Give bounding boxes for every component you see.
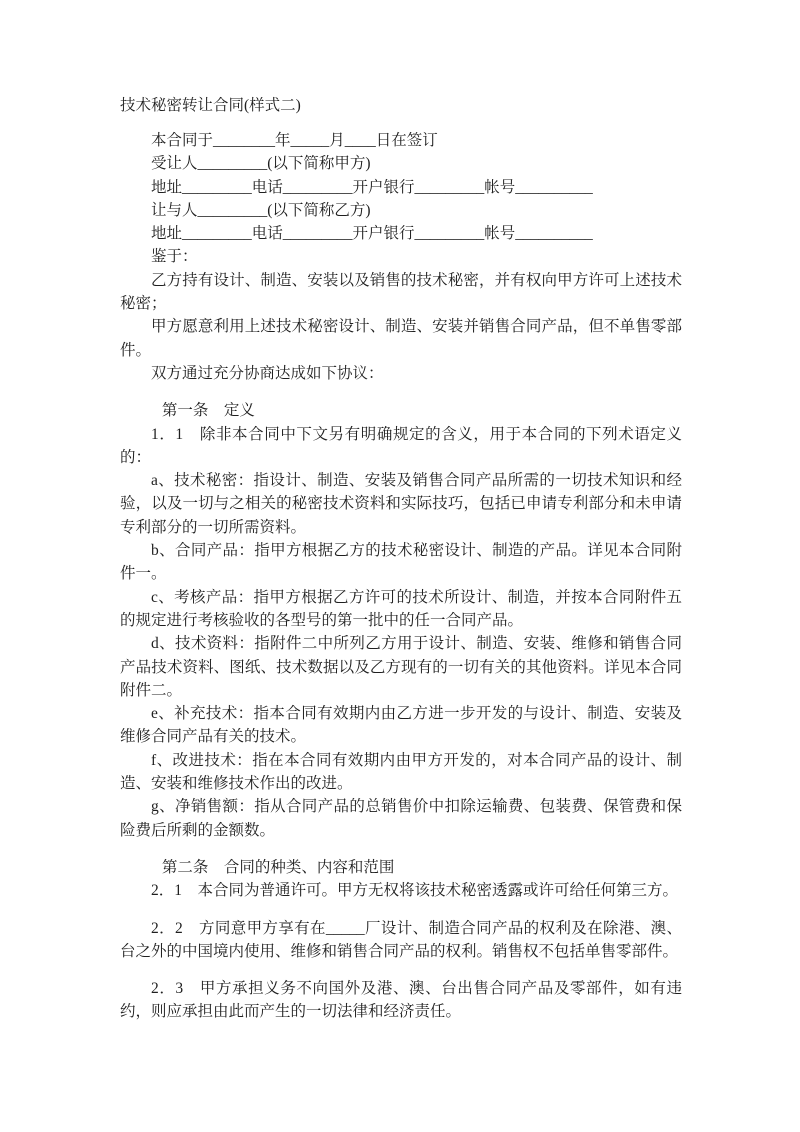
paragraph-spacer xyxy=(120,903,682,917)
paragraph-spacer xyxy=(120,842,682,856)
contract-fill-in-line: 地址_________电话_________开户银行_________帐号__________ xyxy=(151,178,593,196)
document-body xyxy=(120,129,682,1024)
contract-paragraph: 1．1 除非本合同中下文另有明确规定的含义，用于本合同的下列术语定义的： xyxy=(120,425,682,466)
contract-paragraph: 2．1 本合同为普通许可。甲方无权将该技术秘密透露或许可给任何第三方。 xyxy=(151,882,679,900)
contract-paragraph: c、考核产品：指甲方根据乙方许可的技术所设计、制造，并按本合同附件五的规定进行考核验收的各型号的第一批中的任一合同产品。 xyxy=(120,588,682,629)
contract-paragraph: f、改进技术：指在本合同有效期内由甲方开发的，对本合同产品的设计、制造、安装和维修技术作出的改进。 xyxy=(120,751,682,793)
article-heading: 第一条 定义 xyxy=(161,402,255,420)
contract-paragraph: e、补充技术：指本合同有效期内由乙方进一步开发的与设计、制造、安装及维修合同产品有关的技术。 xyxy=(120,705,682,746)
paragraph-spacer xyxy=(120,963,682,977)
contract-paragraph: 双方通过充分协商达成如下协议： xyxy=(151,364,384,382)
contract-fill-in-line: 地址_________电话_________开户银行_________帐号__________ xyxy=(151,225,593,243)
contract-paragraph: a、技术秘密：指设计、制造、安装及销售合同产品所需的一切技术知识和经验，以及一切与之相关的秘密技术资料和实际技巧，包括已申请专利部分和未申请专利部分的一切所需资料。 xyxy=(120,472,682,536)
contract-paragraph: b、合同产品：指甲方根据乙方的技术秘密设计、制造的产品。详见本合同附件一。 xyxy=(120,542,682,583)
document-title: 技术秘密转让合同(样式二) xyxy=(120,97,301,114)
article-heading: 第二条 合同的种类、内容和范围 xyxy=(161,858,395,876)
contract-fill-in-line: 鉴于： xyxy=(151,248,198,266)
contract-fill-in-line: 受让人_________(以下简称甲方) xyxy=(151,155,371,173)
contract-paragraph: 甲方愿意利用上述技术秘密设计、制造、安装并销售合同产品，但不单售零部件。 xyxy=(120,318,682,359)
contract-paragraph: d、技术资料：指附件二中所列乙方用于设计、制造、安装、维修和销售合同产品技术资料、图纸、技术数据以及乙方现有的一切有关的其他资料。详见本合同附件二。 xyxy=(120,635,682,699)
contract-fill-in-line: 让与人_________(以下简称乙方) xyxy=(151,201,371,219)
contract-paragraph: 2．3 甲方承担义务不向国外及港、澳、台出售合同产品及零部件，如有违约，则应承担由此而产生的一切法律和经济责任。 xyxy=(120,980,682,1021)
contract-paragraph: 乙方持有设计、制造、安装以及销售的技术秘密，并有权向甲方许可上述技术秘密； xyxy=(120,271,682,313)
paragraph-spacer xyxy=(120,385,682,399)
contract-paragraph: g、净销售额：指从合同产品的总销售价中扣除运输费、包装费、保管费和保险费后所剩的金额数。 xyxy=(120,798,682,839)
contract-paragraph: 2．2 方同意甲方享有在_____厂设计、制造合同产品的权利及在除港、澳、台之外的中国境内使用、维修和销售合同产品的权利。销售权不包括单售零部件。 xyxy=(120,919,682,960)
contract-fill-in-line: 本合同于________年_____月____日在签订 xyxy=(151,132,438,149)
